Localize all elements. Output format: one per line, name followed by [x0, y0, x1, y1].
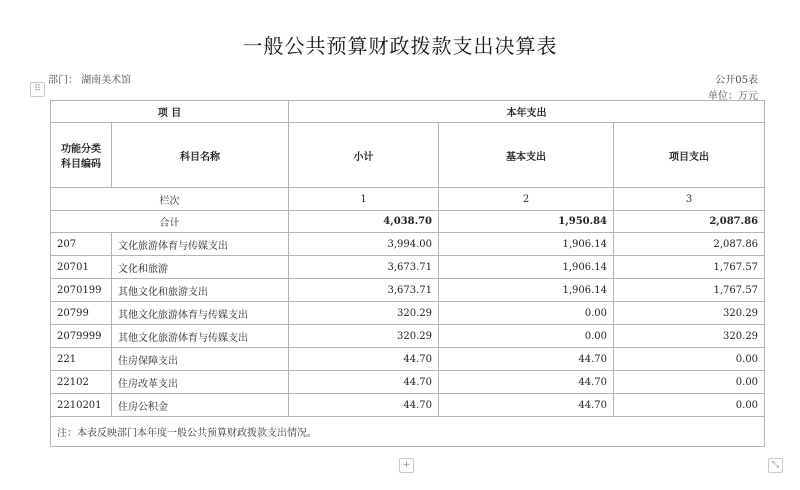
resize-handle-icon[interactable]: ⤡ [768, 458, 783, 473]
total-label: 合计 [51, 211, 289, 233]
table-row [51, 256, 765, 279]
column-index-row [51, 188, 765, 211]
project-header: 项目支出 [614, 123, 765, 188]
row-subtotal: 320.29 [289, 302, 439, 325]
row-basic: 44.70 [439, 394, 614, 417]
row-subtotal: 320.29 [289, 325, 439, 348]
row-subtotal: 3,673.71 [289, 256, 439, 279]
row-basic: 44.70 [439, 348, 614, 371]
row-name: 文化旅游体育与传媒支出 [112, 233, 289, 256]
expenditure-table [50, 100, 765, 447]
row-subtotal: 44.70 [289, 394, 439, 417]
row-basic: 1,906.14 [439, 279, 614, 302]
total-basic: 1,950.84 [439, 211, 614, 233]
table-row [51, 371, 765, 394]
row-name: 文化和旅游 [112, 256, 289, 279]
func-code-header [51, 123, 112, 188]
table-note: 注：本表反映部门本年度一般公共预算财政拨款支出情况。 [51, 417, 765, 447]
row-name: 住房公积金 [112, 394, 289, 417]
row-code: 2070199 [51, 279, 112, 302]
row-project: 320.29 [614, 325, 765, 348]
row-name: 住房改革支出 [112, 371, 289, 394]
department-label: 部门： 湖南美术馆 [48, 75, 132, 86]
row-basic: 1,906.14 [439, 233, 614, 256]
note-row [51, 417, 765, 447]
column-index-1: 1 [289, 188, 439, 211]
row-code: 221 [51, 348, 112, 371]
page-title: 一般公共预算财政拨款支出决算表 [242, 34, 558, 58]
row-code: 2210201 [51, 394, 112, 417]
subtotal-header: 小计 [289, 123, 439, 188]
row-code: 20701 [51, 256, 112, 279]
unit-label: 单位：万元 [708, 91, 758, 102]
column-index-2: 2 [439, 188, 614, 211]
row-subtotal: 3,994.00 [289, 233, 439, 256]
row-subtotal: 3,673.71 [289, 279, 439, 302]
row-name: 住房保障支出 [112, 348, 289, 371]
row-name: 其他文化旅游体育与传媒支出 [112, 325, 289, 348]
func-code-header-line2: 科目编码 [61, 159, 101, 170]
subject-name-header: 科目名称 [112, 123, 289, 188]
row-project: 1,767.57 [614, 256, 765, 279]
row-subtotal: 44.70 [289, 348, 439, 371]
table-row [51, 302, 765, 325]
header-row-bottom [51, 123, 765, 188]
table-row [51, 325, 765, 348]
total-row [51, 211, 765, 233]
total-project: 2,087.86 [614, 211, 765, 233]
row-project: 1,767.57 [614, 279, 765, 302]
row-basic: 0.00 [439, 325, 614, 348]
total-subtotal: 4,038.70 [289, 211, 439, 233]
row-code: 207 [51, 233, 112, 256]
column-index-label: 栏次 [51, 188, 289, 211]
add-row-plus-icon[interactable]: + [399, 458, 414, 473]
row-project: 0.00 [614, 394, 765, 417]
func-code-header-line1: 功能分类 [61, 144, 101, 155]
table-row [51, 279, 765, 302]
basic-header: 基本支出 [439, 123, 614, 188]
item-header: 项 目 [51, 101, 289, 123]
row-basic: 44.70 [439, 371, 614, 394]
table-row [51, 394, 765, 417]
table-row [51, 233, 765, 256]
row-name: 其他文化旅游体育与传媒支出 [112, 302, 289, 325]
row-code: 2079999 [51, 325, 112, 348]
form-code-label: 公开05表 [715, 75, 758, 86]
header-row-top [51, 101, 765, 123]
row-project: 0.00 [614, 348, 765, 371]
row-basic: 1,906.14 [439, 256, 614, 279]
current-year-header: 本年支出 [289, 101, 765, 123]
row-project: 320.29 [614, 302, 765, 325]
row-project: 0.00 [614, 371, 765, 394]
table-move-handle-icon[interactable]: ⠿ [30, 82, 45, 97]
column-index-3: 3 [614, 188, 765, 211]
row-subtotal: 44.70 [289, 371, 439, 394]
table-row [51, 348, 765, 371]
row-code: 22102 [51, 371, 112, 394]
row-code: 20799 [51, 302, 112, 325]
row-name: 其他文化和旅游支出 [112, 279, 289, 302]
row-basic: 0.00 [439, 302, 614, 325]
row-project: 2,087.86 [614, 233, 765, 256]
